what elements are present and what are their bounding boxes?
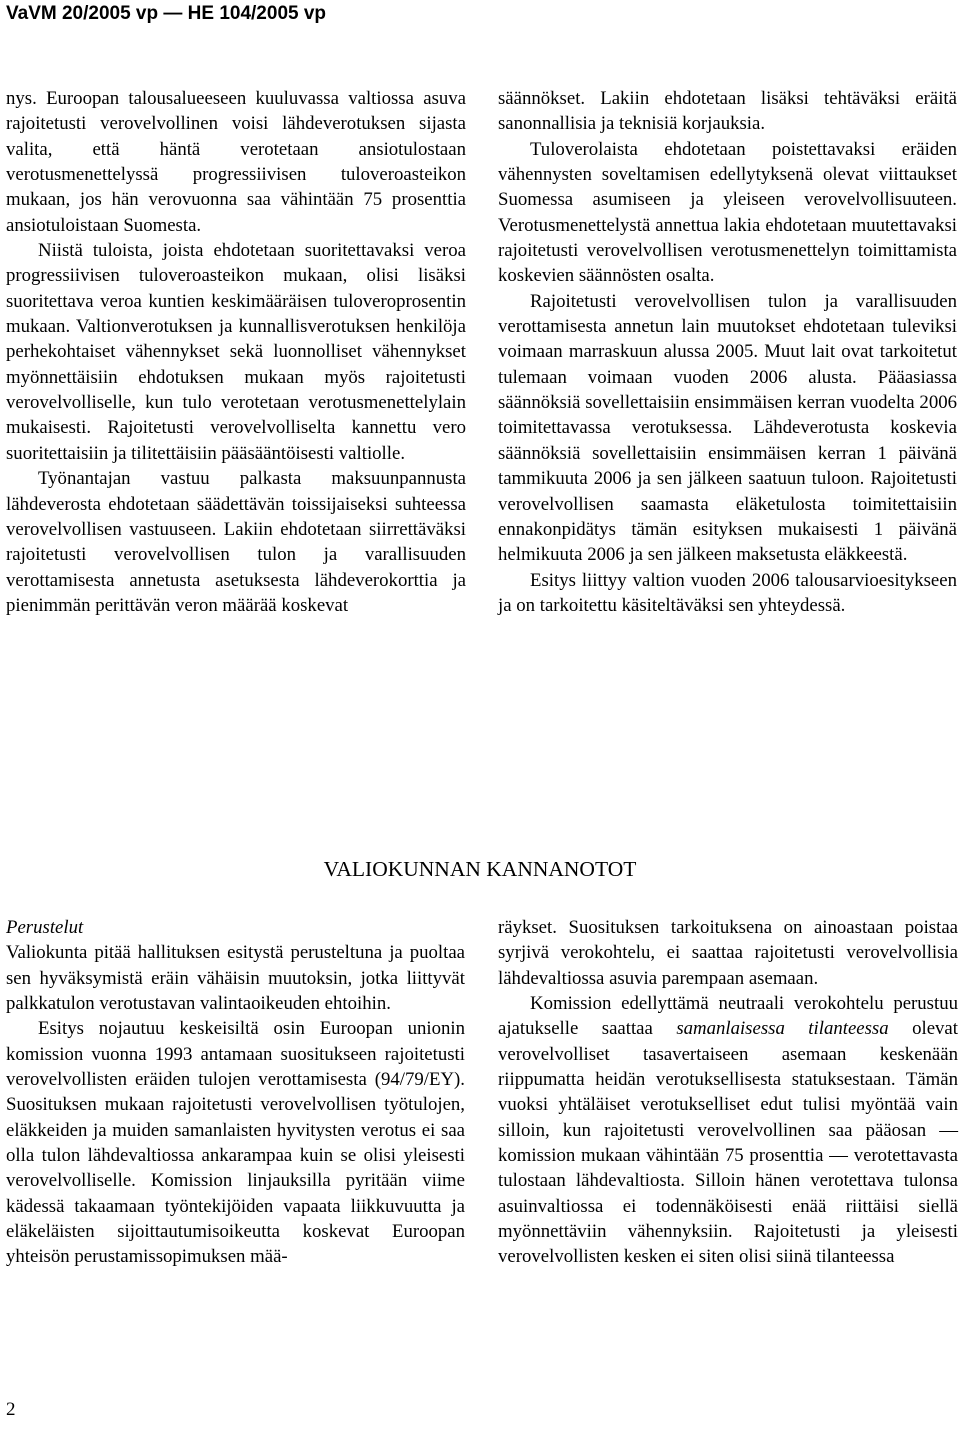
text-column-right-bottom <box>498 915 958 1270</box>
paragraph: Esitys nojautuu keskeisiltä osin Euroopan unionin komission vuonna 1993 antamaan suositukseen rajoitetusti verovelvollisten eräiden tulojen verottamisesta (94/79/EY). Suosituksen mukaan rajoitetusti verovelvollisen työtulojen, eläkkeiden ja muiden samanlaisten hyvitysten verotus ei saa olla tulon lähdevaltiossa ankarampaa kuin se olisi yleisesti verovelvolliselle. Komission linjauksilla pyritään viime kädessä takaamaan työntekijöiden vapaata liikkuvuutta ja eläkeläisten sijoittautumisoikeutta koskevat Euroopan yhteisön perustamissopimuksen mää- <box>6 1018 465 1268</box>
subheading: Perustelut <box>6 917 84 938</box>
paragraph: Esitys liittyy valtion vuoden 2006 talousarvioesitykseen ja on tarkoitettu käsiteltäväksi sen yhteydessä. <box>498 569 957 616</box>
paragraph: Tuloverolaista ehdotetaan poistettavaksi eräiden vähennysten soveltamisen edellytyksenä olevat viittaukset Suomessa asumiseen ja yleiseen verovelvollisuuteen. Verotusmenettelystä annettua lakia ehdotetaan muutettavaksi rajoitetusti verovelvollisen verotusmenettelyn toimittamista koskevien säännösten osalta. <box>498 138 957 287</box>
paragraph-text: olevat verovelvolliset tasavertaiseen asemaan keskenään riippumatta heidän verotuksellisesta statuksestaan. Tämän vuoksi yhtäläiset verotukselliset edut tulisi myöntää vain silloin, kun rajoitetusti verovelvollinen saa pääosan — komission mukaan vähintään 75 prosenttia — verotettavasta tulostaan lähdevaltiosta. Silloin hänen verotettava tulonsa asuinvaltiossa ei todennäköisesti enää riittäisi siellä myönnettäviin vähennyksiin. Rajoitetusti ja yleisesti verovelvollisten kesken ei siten olisi siinä tilanteessa <box>498 1018 958 1268</box>
paragraph <box>498 991 958 1270</box>
text-column-left-bottom <box>6 915 465 1270</box>
paragraph: nys. Euroopan talousalueeseen kuuluvassa valtiossa asuva rajoitetusti verovelvollinen voisi lähdeverotuksen sijasta valita, että häntä verotetaan ansiotulostaan verotusmenettelyssä progressiivisen tuloveroasteikon mukaan, jos hän verovuonna saa vähintään 75 prosenttia ansiotuloistaan Suomesta. <box>6 88 466 236</box>
running-header: VaVM 20/2005 vp — HE 104/2005 vp <box>6 3 327 24</box>
section-heading: VALIOKUNNAN KANNANOTOT <box>323 857 637 881</box>
emphasis-text: samanlaisessa tilanteessa <box>676 1018 889 1040</box>
page-number: 2 <box>6 1399 16 1420</box>
text-column-left-top <box>6 86 466 618</box>
paragraph: Rajoitetusti verovelvollisen tulon ja varallisuuden verottamisesta annetun lain muutokset ehdotetaan tuleviksi voimaan marraskuun alussa 2005. Muut lait ovat tarkoitetut tulemaan voimaan vuoden 2006 alusta. Pääasiassa säännöksiä sovellettaisiin ensimmäisen kerran vuodelta 2006 toimitettavassa verotuksessa. Lähdeverotusta koskevia säännöksiä sovellettaisiin ensimmäisen kerran 1 päivänä tammikuuta 2006 ja sen jälkeen saatuun tuloon. Rajoitetusti verovelvollisen saamasta eläketulosta toimitettaisiin ennakonpidätys tämän esityksen mukaisesti 1 päivänä helmikuuta 2006 ja sen jälkeen maksetusta eläkkeestä. <box>498 290 957 566</box>
paragraph: Työnantajan vastuu palkasta maksuunpannusta lähdeverosta ehdotetaan säädettävän toissijaiseksi suhteessa verovelvollisen vastuuseen. Lakiin ehdotetaan siirrettäväksi rajoitetusti verovelvollisen tulon ja varallisuuden verottamisesta annetusta asetuksesta lähdeverokorttia ja pienimmän perittävän veron määrää koskevat <box>6 468 466 616</box>
paragraph: Valiokunta pitää hallituksen esitystä perusteltuna ja puoltaa sen hyväksymistä eräin vähäisin muutoksin, jotka liittyvät palkkatulon verotustavan valintaoikeuden ehtoihin. <box>6 942 465 1015</box>
paragraph-text: Komission edellyttämä neutraali verokohtelu perustuu ajatukselle saattaa <box>498 993 958 1040</box>
paragraph: säännökset. Lakiin ehdotetaan lisäksi tehtäväksi eräitä sanonnallisia ja teknisiä korjauksia. <box>498 88 957 135</box>
text-column-right-top <box>498 86 957 618</box>
paragraph: räykset. Suosituksen tarkoituksena on ainoastaan poistaa syrjivä verokohtelu, ei saattaa rajoitetusti verovelvollisia lähdevaltiossa asuvia parempaan asemaan. <box>498 917 958 989</box>
paragraph: Niistä tuloista, joista ehdotetaan suoritettavaksi veroa progressiivisen tuloveroasteikon mukaan, olisi lisäksi suoritettava veroa kuntien keskimääräisen tuloveroprosentin mukaan. Valtionverotuksen ja kunnallisverotuksen henkilöja perhekohtaiset vähennykset sekä luonnolliset vähennykset myönnettäisiin ehdotuksen mukaan myös rajoitetusti verovelvolliselle, kun tulo verotetaan verotusmenettelylain mukaisesti. Rajoitetusti verovelvolliselta kannettu vero suoritettaisiin ja tilitettäisiin pääsääntöisesti valtiolle. <box>6 240 466 464</box>
